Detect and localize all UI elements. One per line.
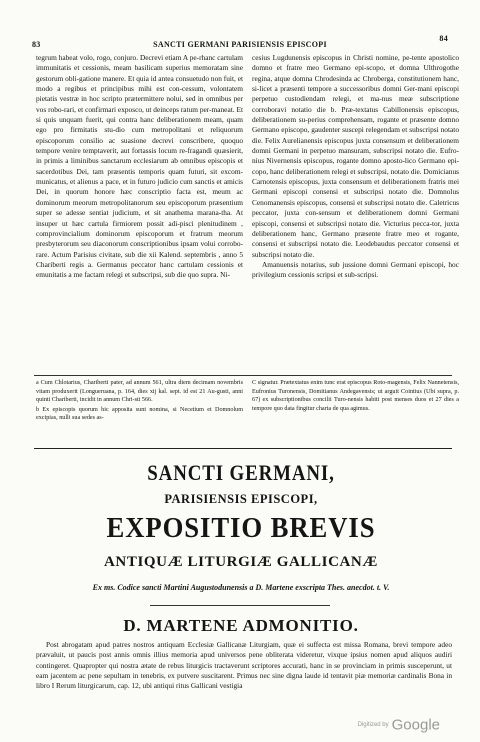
section-divider [34, 448, 452, 449]
watermark-prefix: Digitized by [357, 721, 389, 728]
footnotes-left [36, 379, 243, 424]
section-title: SANCTI GERMANI, [147, 460, 335, 485]
page-number-right: 84 [439, 34, 448, 43]
main-title: EXPOSITIO BREVIS [106, 512, 376, 544]
main-subtitle: ANTIQUÆ LITURGIÆ GALLICANÆ [104, 554, 378, 570]
title-divider [150, 605, 330, 606]
digitized-watermark [358, 716, 440, 734]
footnote: b Ex episcopis quorum hic apposita sunt nomina, si Necetium et Domnolum excipias, nulli sua sedes as- [36, 406, 243, 422]
footnote: a Cum Chlotarius, Chariberti pater, ad annum 561, ultra diem decimam novembris vitam produxerit (Longueruana, p. 164, dies xij kal. sept. id est 21 Au-gusti, anni quinti Chariberti, incidit in annum Chri-sti 566. [36, 380, 243, 404]
running-header [30, 34, 450, 52]
footnotes-right [252, 379, 459, 414]
footnote: C signatur. Prætextatus enim tunc erat episcopus Roto-magensis, Felix Nannetensis, Eufronius Turonensis, Domitianus Andegavensis; ut arguit Cointius (Ubi supra, p. 67) ex subscriptionibus concilii Turo-nensis habiti post menses duos et 27 dies a tempore quo data fingitur charta de qua agimus. [252, 380, 459, 412]
source-line: Ex ms. Codice sancti Martini Augustodunensis a D. Martene exscripta Thes. anecdot. t. V. [92, 583, 390, 592]
footnote-divider [34, 375, 452, 376]
google-logo: Google [391, 716, 440, 734]
left-column-text: tegrum habeat volo, rogo, conjuro. Decrevi etiam A pe-rhanc cartulam immunitatis et cessionis, meam basilicam superius memoratam sine gestorum obli-gatione manere. Et quia id antea consuetudo non fuit, et modo a regibus et principibus mihi est con-cessum, volontatem pietatis vestræ in hoc scripto prætermittere nolui, sed in omnibus per vos robo-rari, et confirmari exposco, ut deinceps ratum per-maneat. Et si quis unquam fuerit, qui contra hanc deliberationem meam, quam ego pro firmitatis stu-dio cum metropolitani et reliquorum episcoporum consilio ac suasione decrevi conscribere, quoquo tempore venire temptaverit, aut fortassis locum re-fragandi quæsierit, in primis a liminibus sanctarum ecclesiarum ab omnibus episcopis et sacerdotibus Dei, tam præsentis temporis quam futuri, sit excom-municatus, et alienus a pace, et in futuro judicio cum sanctis et amicis Dei, in quorum honore hæc conscriptio facta est, meum ac dominorum meorum metropolitanorum seu episcoporum præsentium super se adesse sentiat judicium, et sit anathema marana-tha. At insuper ut hæc cartula firmiorem possit adi-pisci plenitudinem , comprovincialium dominorum episcoporum et fratrum meorum presbyterorum seu diaconorum conscriptionibus ipsam volui corrobo-rare. Actum Parisius civitate, sub die xii Kalend. septembris , anno 5 Chariberti regis a. Germanus peccator hanc cartulam cessionis et emunitatis a me factam relegi et subscripsi, sub die quo supra. Ni- [36, 53, 243, 280]
page-number-left: 83 [32, 40, 41, 49]
admonitio-title: D. MARTENE ADMONITIO. [123, 616, 359, 635]
admonitio-text: Post abrogatam apud patres nostros antiquam Ecclesiæ Gallicanæ Liturgiam, quæ ei suffecta est missa Romana, brevi tempore adeo prævaluit, ut paucis post annis omnis illius memoria apud universos pene obliterata videretur, vixque ipsius nomen apud aliquos audiri contingeret. Quapropter qui nostra ætate de rebus liturgicis tractaverunt scriptores accurati, hanc in se provinciam in primis susceperunt, ut eam jacentem ac pene sepultam in tenebris, ex putvere suscitarent. Primus nec sine digna laude id tentavit piæ memoriæ cardinalis Bona in libro I Rerum liturgicarum, cap. 12, ubi antiqui ritus Gallicani vestigia [36, 640, 452, 691]
left-text-column [36, 53, 243, 281]
right-text-column [252, 53, 459, 281]
running-title: SANCTI GERMANI PARISIENSIS EPISCOPI [153, 40, 327, 49]
right-column-paragraph: cesius Lugdunensis episcopus in Christi nomine, pe-tente apostolico domno et fratre meo Germano epi-scopo, et domna Ulthrogothe regina, atque domna Chrodesinda ac Chroberga, constitutionem hanc, si-licet a præsenti tempore a successoribus domni Ger-mani episcopi perpetuo custodiendam relegi, et ma-nus meæ subscriptione corroboravi notatio die b. Præ-textatus Cabillonensis episcopus, deliberationem su-perius comprehensam, rogante et præsente domno Germano episcopo, gaudenter suscepi relegendam et subscripsi notato die. Felix Aurelianensis episcopus juxta consensum et deliberationem domni Germani in perpetuo mansuram, subscripsi notato die. Eufro-nius Nivernensis episcopus, rogante domno aposto-lico Germano epi-copo, hanc deliberationem relegi et subscripsi, notato die. Domicianus Carnotensis episcopus, juxta consensum et deliberationem fratris mei Germani episcopi consensi et subscripsi notato die. Domnolus Cenomanensis episcopus, consensi et subscripsi notato die. Caletricus peccator, juxta con-sensum et deliberationem domni Germani episcopi, consensi et subscripsi notato die. Victurius pecca-tor, juxta deliberationem hanc, Germano præsente fratre meo et rogante, consensi et subscripsi notato die. Leodebaudus peccator consensi et subscripsi notato die. [252, 53, 459, 259]
right-column-paragraph: Amanuensis notarius, sub jussione domni Germani episcopi, hoc privilegium cessionis scripsi et sub-scripsi. [252, 259, 459, 280]
section-subtitle: PARISIENSIS EPISCOPI, [164, 492, 318, 506]
